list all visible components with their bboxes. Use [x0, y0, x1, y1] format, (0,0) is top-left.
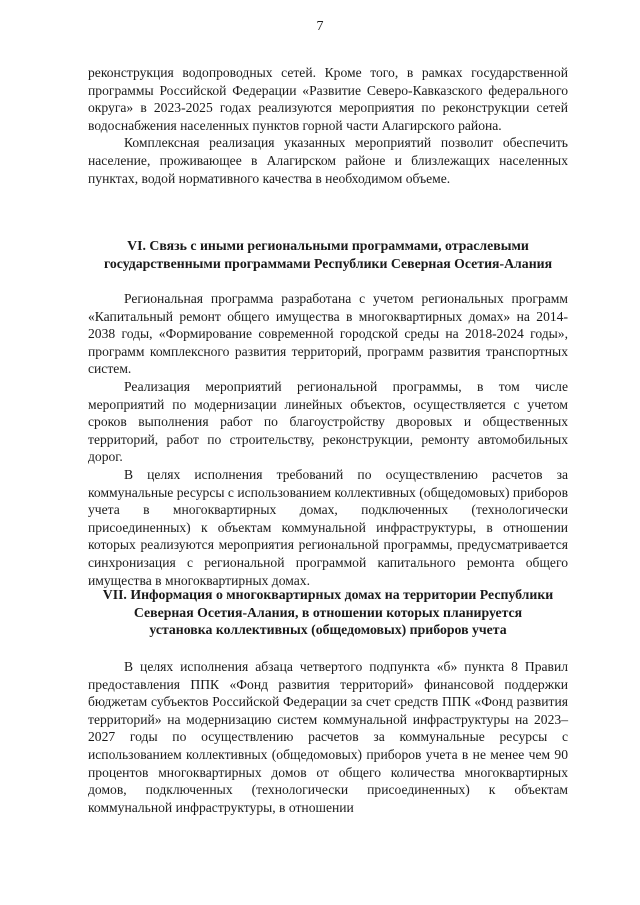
section-6-heading-line-2: государственными программами Республики Северная Осетия-Алания [103, 255, 553, 271]
section-6-heading [88, 237, 568, 272]
section-7-heading-line-1: VII. Информация о многоквартирных домах на территории Республики [102, 587, 554, 602]
section-6-paragraph-1: Региональная программа разработана с учетом региональных программ «Капитальный ремонт общего имущества в многоквартирных домах» на 2014-2038 годы, «Формирование современной городской среды на 2018-2024 годы», программ комплексного развития территорий, программ развития транспортных систем. [88, 291, 568, 377]
intro-paragraph-1: реконструкция водопроводных сетей. Кроме того, в рамках государственной программы Российской Федерации «Развитие Северо-Кавказского федерального округа» в 2023-2025 годах реализуются мероприятия по реконструкции сетей водоснабжения населенных пунктов горной части Алагирского района. [88, 65, 568, 133]
intro-block [88, 64, 568, 187]
section-7-heading-line-2: Северная Осетия-Алания, в отношении которых планируется [133, 604, 523, 620]
section-6-paragraph-2: Реализация мероприятий региональной программы, в том числе мероприятий по модернизации линейных объектов, осуществляется с учетом сроков выполнения работ по благоустройству дворовых и общественных территорий, работ по строительству, реконструкции, ремонту автомобильных дорог. [88, 378, 568, 465]
page-number: 7 [316, 19, 324, 34]
section-6-body [88, 290, 568, 589]
section-6-heading-line-1: VI. Связь с иными региональными программами, отраслевыми [127, 238, 529, 253]
section-7-paragraph-1: В целях исполнения абзаца четвертого подпункта «б» пункта 8 Правил предоставления ППК «Фонд развития территорий» финансовой поддержки бюджетам субъектов Российской Федерации за счет средств ППК «Фонд развития территорий» на модернизацию систем коммунальной инфраструктуры на 2023–2027 годы по осуществлению расчетов за коммунальные ресурсы с использованием коллективных (общедомовых) приборов учета в не менее чем 90 процентов многоквартирных домов от общего количества многоквартирных домов, подключенных (технологически присоединенных) к объектам коммунальной инфраструктуры, в отношении [88, 659, 568, 815]
section-7-heading [88, 586, 568, 639]
intro-paragraph-2: Комплексная реализация указанных мероприятий позволит обеспечить население, проживающее в Алагирском районе и близлежащих населенных пунктах, водой нормативного качества в необходимом объеме. [88, 135, 568, 186]
section-6-paragraph-3: В целях исполнения требований по осуществлению расчетов за коммунальные ресурсы с использованием коллективных (общедомовых) приборов учета в многоквартирных домах, подключенных (технологически присоединенных) к объектам коммунальной инфраструктуры, в отношении которых реализуются мероприятия региональной программы, предусматривается синхронизация с региональной программой капитального ремонта общего имущества в многоквартирных домах. [88, 466, 569, 588]
section-7-heading-line-3: установка коллективных (общедомовых) приборов учета [149, 622, 507, 638]
section-7-body [88, 658, 568, 816]
